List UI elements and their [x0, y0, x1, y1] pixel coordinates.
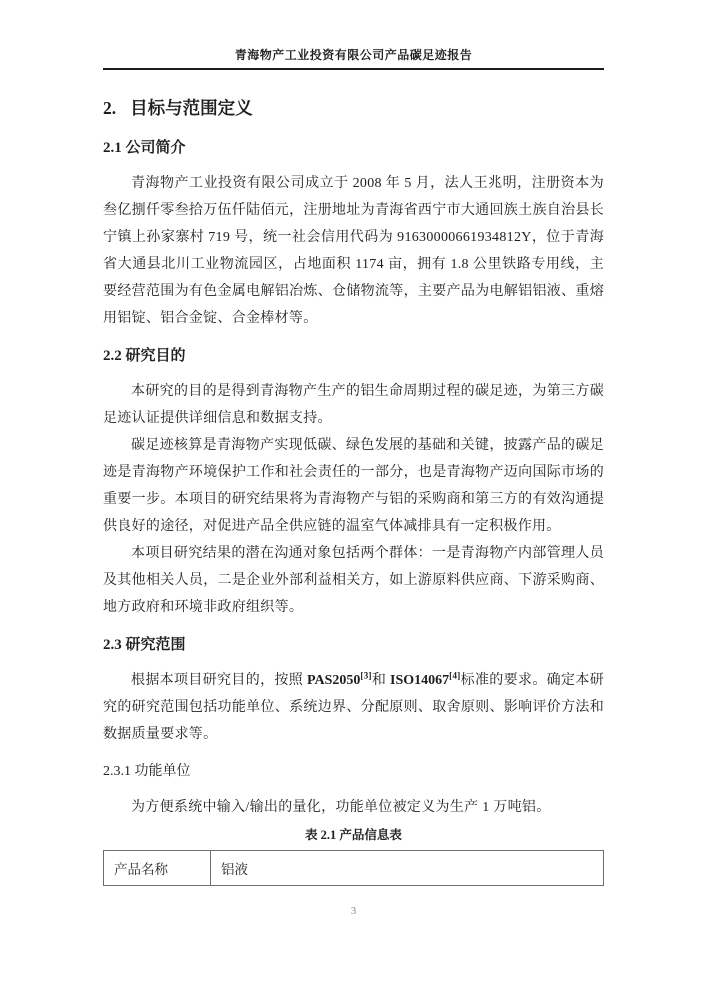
- citation-4: [4]: [449, 670, 461, 681]
- product-name-label: 产品名称: [104, 851, 211, 886]
- product-info-table: [103, 850, 604, 886]
- table-row-product-name: [104, 851, 604, 886]
- scope-text-1: 根据本项目研究目的，按照: [131, 673, 307, 688]
- paragraph-study-scope: [103, 667, 604, 748]
- scope-text-3: 标准的要求。确定本研究的研究范围包括功能单位、系统边界、分配原则、取舍原则、影响评价方法和数据质量要求等。: [103, 673, 604, 742]
- section-heading-2-2: 2.2 研究目的: [103, 348, 186, 364]
- chapter-title: [103, 96, 604, 120]
- paragraph-study-purpose-1: 本研究的目的是得到青海物产生产的铝生命周期过程的碳足迹，为第三方碳足迹认证提供详细信息和数据支持。: [103, 384, 604, 426]
- paragraph-study-purpose-2: 碳足迹核算是青海物产实现低碳、绿色发展的基础和关键，披露产品的碳足迹是青海物产环境保护工作和社会责任的一部分，也是青海物产迈向国际市场的重要一步。本项目的研究结果将为青海物产与铝的采购商和第三方的有效沟通提供良好的途径，对促进产品全供应链的温室气体减排具有一定积极作用。: [103, 438, 604, 534]
- chapter-title-text: 目标与范围定义: [130, 98, 253, 118]
- running-header-title: 青海物产工业投资有限公司产品碳足迹报告: [234, 48, 473, 62]
- chapter-number: 2.: [103, 98, 117, 118]
- paragraph-functional-unit: 为方便系统中输入/输出的量化，功能单位被定义为生产 1 万吨铝。: [131, 800, 551, 815]
- section-heading-2-3: 2.3 研究范围: [103, 637, 186, 653]
- document-body: [103, 88, 604, 886]
- page-footer: [0, 905, 707, 917]
- paragraph-study-purpose-3: 本项目研究结果的潜在沟通对象包括两个群体：一是青海物产内部管理人员及其他相关人员，二是企业外部利益相关方，如上游原料供应商、下游采购商、地方政府和环境非政府组织等。: [103, 546, 604, 615]
- paragraph-company-intro: 青海物产工业投资有限公司成立于 2008 年 5 月，法人王兆明，注册资本为叁亿捌仟零叁拾万伍仟陆佰元，注册地址为青海省西宁市大通回族土族自治县长宁镇上孙家寨村 719 号，统一社会信用代码为 91630000661934812Y，位于青海省大通县北川工业物流园区，占地面积 1174 亩，拥有 1.8 公里铁路专用线，主要经营范围为有色金属电解铝冶炼、仓储物流等，主要产品为电解铝铝液、重熔用铝锭、铝合金锭、合金棒材等。: [103, 176, 604, 326]
- page-number: 3: [350, 905, 357, 917]
- standard-pas2050: PAS2050: [306, 673, 361, 688]
- scope-text-2: 和: [371, 673, 391, 688]
- standard-iso14067: ISO14067: [390, 673, 450, 688]
- table-caption: 表 2.1 产品信息表: [305, 828, 402, 842]
- citation-3: [3]: [360, 670, 372, 681]
- running-header: [103, 46, 604, 70]
- product-name-value: 铝液: [211, 851, 604, 886]
- section-heading-2-1: 2.1 公司简介: [103, 140, 186, 156]
- subsection-heading-2-3-1: 2.3.1 功能单位: [103, 764, 191, 779]
